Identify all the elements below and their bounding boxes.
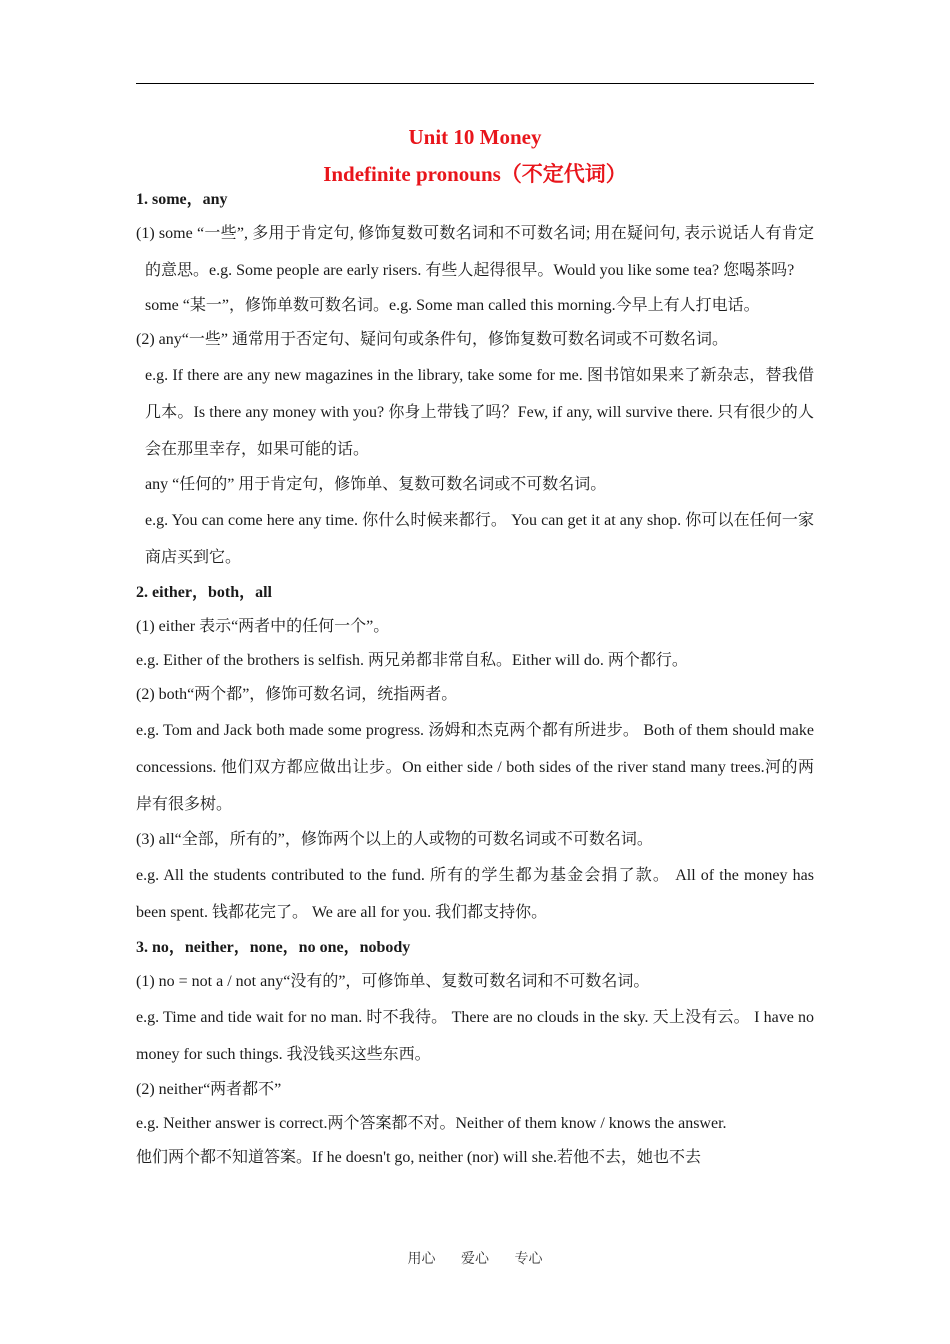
- paragraph: (2) any“一些” 通常用于否定句、疑问句或条件句，修饰复数可数名词或不可数名词。: [136, 331, 728, 348]
- header-rule: [136, 83, 814, 84]
- document-body: [136, 188, 814, 1175]
- paragraph: e.g. Neither answer is correct.两个答案都不对。Neither of them know / knows the answer.: [136, 1115, 727, 1132]
- paragraph: (2) neither“两者都不”: [136, 1081, 282, 1098]
- footer-text: 用心: [407, 1252, 436, 1267]
- footer-text: 专心: [514, 1252, 543, 1267]
- paragraph: e.g. Tom and Jack both made some progress. 汤姆和杰克两个都有所进步。 Both of them should make concessions. 他们双方都应做出让步。On either side / both sides of the river stand many trees.河的两岸有很多树。: [136, 722, 814, 813]
- paragraph: any “任何的” 用于肯定句，修饰单、复数可数名词或不可数名词。: [145, 476, 607, 493]
- paragraph: e.g. All the students contributed to the fund. 所有的学生都为基金会捐了款。 All of the money has been spent. 钱都花完了。 We are all for you. 我们都支持你。: [136, 867, 814, 921]
- paragraph: (1) either 表示“两者中的任何一个”。: [136, 618, 390, 635]
- paragraph: (3) all“全部，所有的”，修饰两个以上的人或物的可数名词或不可数名词。: [136, 831, 653, 848]
- paragraph: (2) both“两个都”，修饰可数名词，统指两者。: [136, 686, 458, 703]
- paragraph: e.g. You can come here any time. 你什么时候来都行。 You can get it at any shop. 你可以在任何一家商店买到它。: [145, 512, 814, 566]
- unit-title: Unit 10 Money: [408, 125, 542, 149]
- page-footer: [0, 1248, 950, 1268]
- section-heading-either-both-all: 2. either，both，all: [136, 584, 272, 601]
- section-heading-some-any: 1. some，any: [136, 191, 228, 208]
- topic-title: Indefinite pronouns（不定代词）: [323, 162, 627, 186]
- paragraph: e.g. Either of the brothers is selfish. 两兄弟都非常自私。Either will do. 两个都行。: [136, 652, 688, 669]
- paragraph: some “某一”，修饰单数可数名词。e.g. Some man called this morning.今早上有人打电话。: [145, 297, 760, 314]
- footer-text: 爱心: [461, 1252, 489, 1267]
- paragraph: e.g. If there are any new magazines in the library, take some for me. 图书馆如果来了新杂志，替我借几本。Is there any money with you? 你身上带钱了吗？Few, if any, will survive there. 只有很少的人会在那里幸存，如果可能的话。: [145, 367, 814, 458]
- paragraph: (1) no = not a / not any“没有的”，可修饰单、复数可数名词和不可数名词。: [136, 973, 650, 990]
- paragraph: e.g. Time and tide wait for no man. 时不我待。 There are no clouds in the sky. 天上没有云。 I have no money for such things. 我没钱买这些东西。: [136, 1009, 814, 1063]
- section-heading-no-neither-none: 3. no，neither，none，no one，nobody: [136, 939, 411, 956]
- paragraph: (1) some “一些”, 多用于肯定句, 修饰复数可数名词和不可数名词; 用在疑问句, 表示说话人有肯定的意思。e.g. Some people are early risers. 有些人起得很早。Would you like some tea? 您喝茶吗?: [136, 225, 814, 279]
- paragraph: 他们两个都不知道答案。If he doesn't go, neither (nor) will she.若他不去，她也不去: [136, 1149, 702, 1166]
